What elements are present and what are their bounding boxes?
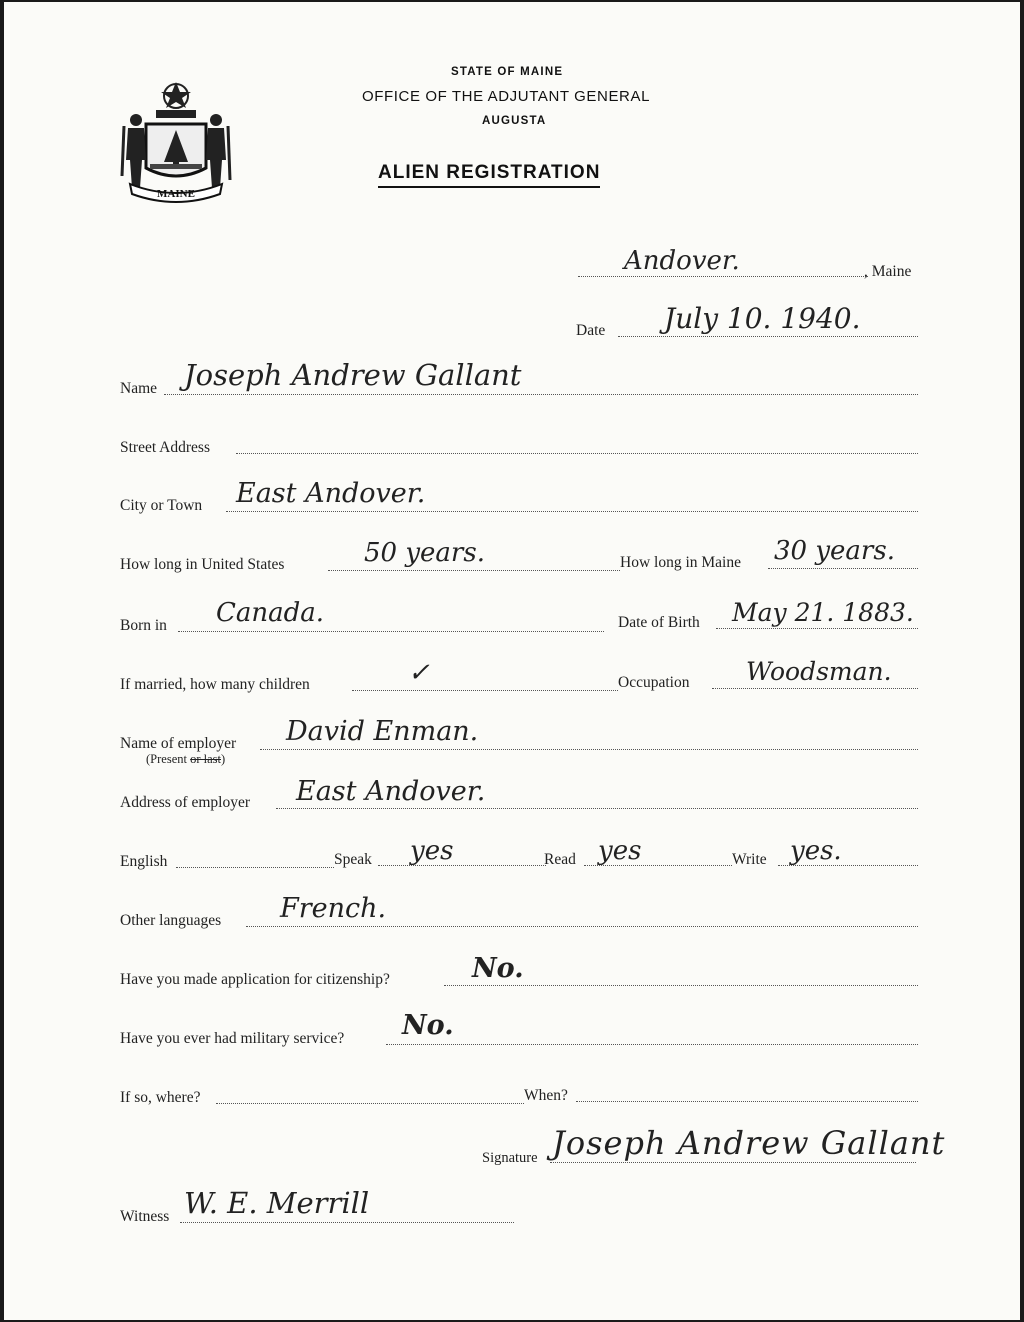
read-label: Read [544, 851, 576, 868]
occupation-label: Occupation [618, 674, 690, 691]
city-line [226, 511, 918, 512]
other-languages-label: Other languages [120, 912, 222, 929]
employer-note-last: or last [190, 752, 221, 766]
where-label: If so, where? [120, 1089, 201, 1106]
how-long-us-line [328, 570, 620, 571]
employer-value: David Enman. [286, 716, 479, 747]
how-long-us-value: 50 years. [364, 538, 485, 568]
speak-label: Speak [334, 851, 372, 868]
employer-note-close: ) [221, 752, 226, 766]
employer-label: Name of employer [120, 735, 237, 752]
born-in-value: Canada. [216, 598, 325, 628]
header-state: STATE OF MAINE [451, 66, 564, 78]
location-value: Andover. [624, 246, 740, 276]
street-address-line [236, 453, 918, 454]
form-title: ALIEN REGISTRATION [378, 162, 600, 188]
military-label: Have you ever had military service? [120, 1030, 345, 1047]
write-value: yes. [790, 836, 842, 866]
children-line [352, 690, 618, 691]
when-label: When? [524, 1087, 568, 1104]
occupation-value: Woodsman. [746, 657, 892, 686]
when-line [576, 1101, 918, 1102]
date-of-birth-line [716, 628, 918, 629]
street-address-label: Street Address [120, 439, 210, 456]
name-label: Name [120, 380, 158, 397]
military-line [386, 1044, 918, 1045]
date-label: Date [576, 322, 606, 339]
employer-note-present: (Present [146, 752, 187, 766]
location-suffix: , Maine [864, 263, 912, 280]
other-languages-line [246, 926, 918, 927]
signature-line [550, 1162, 916, 1163]
maine-state-seal [116, 76, 236, 204]
read-value: yes [598, 836, 642, 866]
name-line [164, 394, 918, 395]
speak-line [378, 865, 546, 866]
employer-address-value: East Andover. [296, 776, 486, 807]
how-long-maine-value: 30 years. [774, 536, 895, 566]
citizenship-label: Have you made application for citizenship? [120, 971, 390, 988]
alien-registration-form [4, 2, 1020, 1320]
children-value: ✓ [408, 658, 430, 688]
date-line [618, 336, 918, 337]
date-value: July 10. 1940. [664, 302, 861, 335]
born-in-label: Born in [120, 617, 167, 634]
witness-label: Witness [120, 1208, 170, 1225]
city-value: East Andover. [236, 478, 426, 509]
where-line [216, 1103, 524, 1104]
name-value: Joseph Andrew Gallant [184, 358, 522, 392]
how-long-maine-label: How long in Maine [620, 554, 741, 571]
city-label: City or Town [120, 497, 203, 514]
children-label: If married, how many children [120, 676, 310, 693]
citizenship-line [444, 985, 918, 986]
english-label: English [120, 853, 168, 870]
speak-value: yes [410, 836, 454, 866]
military-value: No. [402, 1010, 454, 1041]
header-office: OFFICE OF THE ADJUTANT GENERAL [362, 88, 651, 105]
occupation-line [712, 688, 918, 689]
write-label: Write [732, 851, 767, 868]
employer-address-label: Address of employer [120, 794, 250, 811]
employer-address-line [276, 808, 918, 809]
signature-label: Signature [482, 1150, 538, 1166]
witness-line [180, 1222, 514, 1223]
other-languages-value: French. [280, 893, 387, 924]
location-line [578, 276, 868, 277]
seal-motto: MAINE [157, 188, 195, 200]
employer-note [146, 752, 225, 767]
date-of-birth-value: May 21. 1883. [732, 598, 914, 627]
employer-line [260, 749, 918, 750]
born-in-line [178, 631, 604, 632]
how-long-us-label: How long in United States [120, 556, 285, 573]
how-long-maine-line [768, 568, 918, 569]
date-of-birth-label: Date of Birth [618, 614, 700, 631]
english-line [176, 867, 334, 868]
header-city: AUGUSTA [482, 115, 547, 127]
citizenship-value: No. [472, 953, 524, 984]
witness-value: W. E. Merrill [184, 1186, 370, 1220]
signature-value: Joseph Andrew Gallant [552, 1124, 946, 1162]
